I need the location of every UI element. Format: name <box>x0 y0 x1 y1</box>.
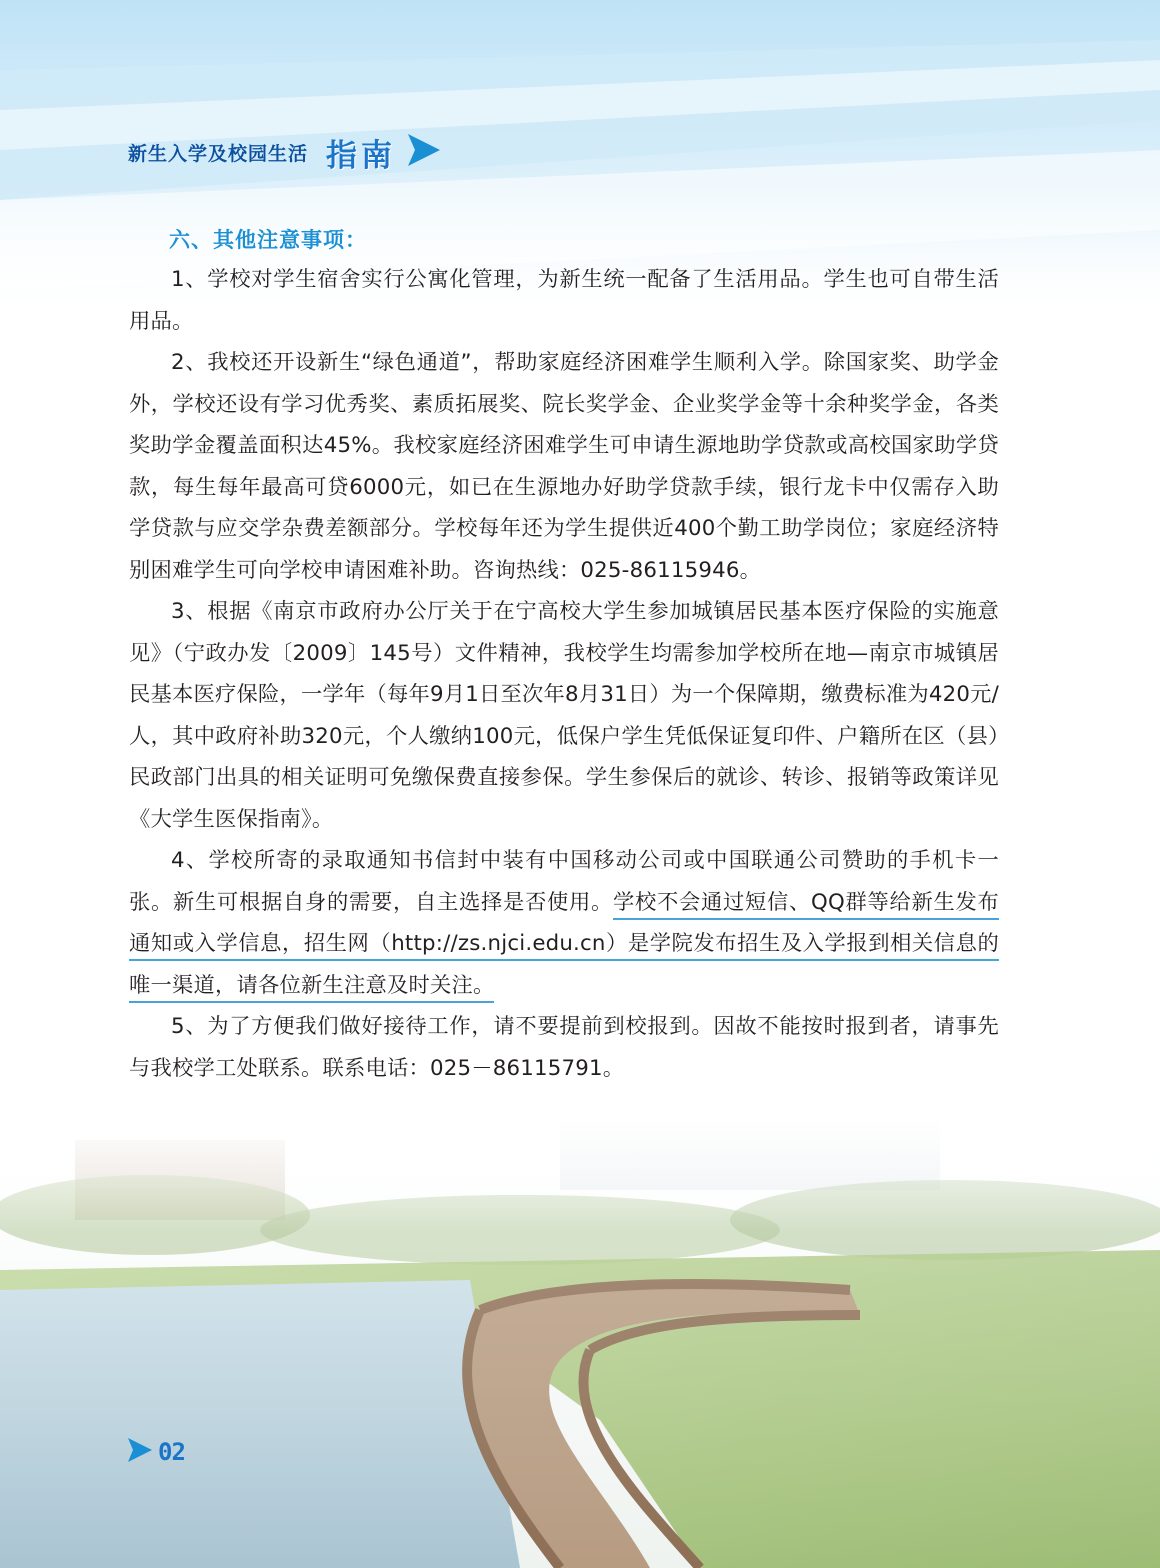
header-title: 指南 <box>326 137 397 174</box>
section-title: 六、其他注意事项： <box>169 228 367 252</box>
campus-lake-boardwalk-image <box>0 1120 1160 1568</box>
paragraph-5: 5、为了方便我们做好接待工作，请不要提前到校报到。因故不能按时报到者，请事先与我校学工处联系。联系电话：025－86115791。 <box>129 1014 999 1081</box>
paragraph-3: 3、根据《南京市政府办公厅关于在宁高校大学生参加城镇居民基本医疗保险的实施意见》（宁政办发〔2009〕145号）文件精神，我校学生均需参加学校所在地—南京市城镇居民基本医疗保险，一学年（每年9月1日至次年8月31日）为一个保障期，缴费标准为420元/人，其中政府补助320元，个人缴纳100元，低保户学生凭低保证复印件、户籍所在区（县）民政部门出具的相关证明可免缴保费直接参保。学生参保后的就诊、转诊、报销等政策详见《大学生医保指南》。 <box>129 599 999 832</box>
paragraph-4-text: 4、学校所寄的录取通知书信封中装有中国移动公司或中国联通公司赞助的手机卡一张。新生可根据自身的需要，自主选择是否使用。 <box>129 848 999 915</box>
page-number: 02 <box>158 1438 185 1466</box>
page-footer <box>126 1436 185 1468</box>
paragraph-2: 2、我校还开设新生“绿色通道”，帮助家庭经济困难学生顺利入学。除国家奖、助学金外，学校还设有学习优秀奖、素质拓展奖、院长奖学金、企业奖学金等十余种奖学金，各类奖助学金覆盖面积达45%。我校家庭经济困难学生可申请生源地助学贷款或高校国家助学贷款，每生每年最高可贷6000元，如已在生源地办好助学贷款手续，银行龙卡中仅需存入助学贷款与应交学杂费差额部分。学校每年还为学生提供近400个勤工助学岗位；家庭经济特别困难学生可向学校申请困难补助。咨询热线：025-86115946。 <box>129 350 999 583</box>
paragraph-1: 1、学校对学生宿舍实行公寓化管理，为新生统一配备了生活用品。学生也可自带生活用品。 <box>129 267 999 334</box>
header-subtitle: 新生入学及校园生活 <box>128 142 309 165</box>
paragraph-4 <box>129 840 999 1006</box>
triangle-right-icon <box>406 132 442 172</box>
page-header <box>128 122 442 182</box>
main-content <box>129 221 999 1089</box>
paragraph-4-highlight: 学校不会通过短信、QQ群等给新生发布通知或入学信息，招生网（http://zs.njci.edu.cn）是学院发布招生及入学报到相关信息的唯一渠道，请各位新生注意及时关注。 <box>129 890 999 1003</box>
triangle-right-icon <box>126 1436 154 1468</box>
